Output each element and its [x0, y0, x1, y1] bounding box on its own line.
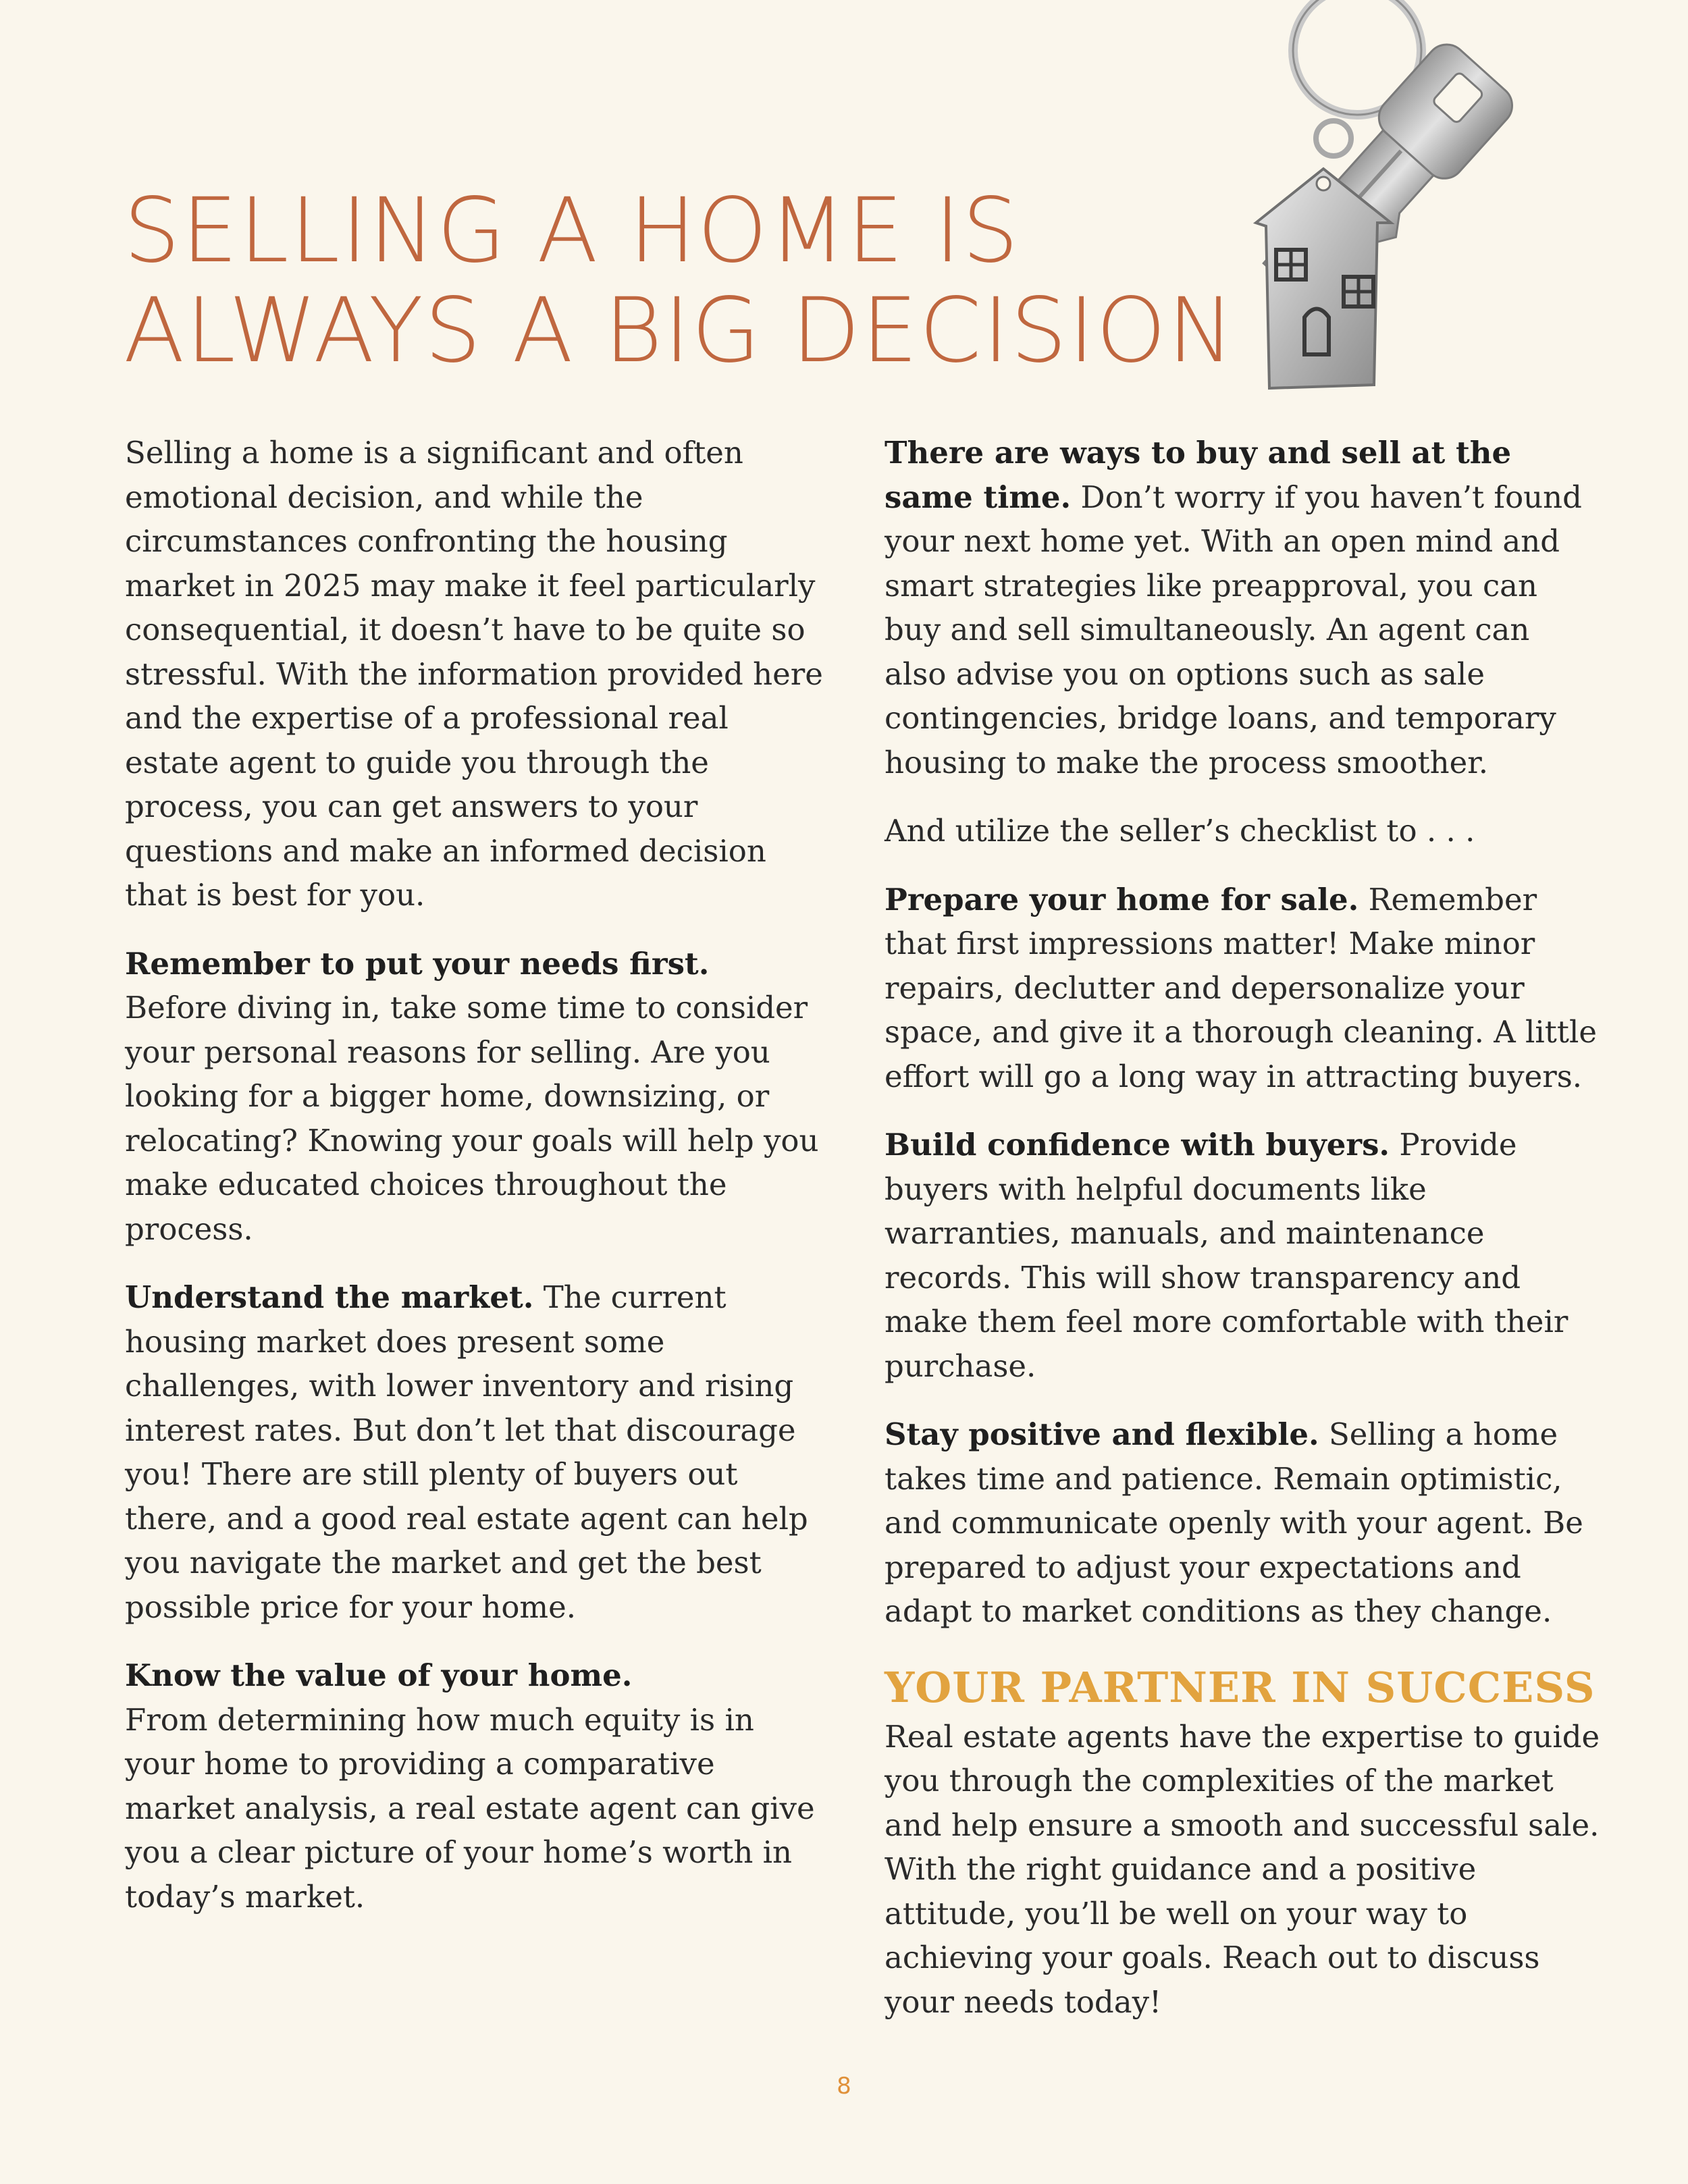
needs-text: Before diving in, take some time to consider your personal reasons for selling. Are you looking for a bigger home, downsizing, or relocating? Knowing your goals will help you make educated choices throughout the process.	[125, 990, 819, 1247]
partner-heading: YOUR PARTNER IN SUCCESS	[885, 1662, 1595, 1712]
needs-paragraph	[125, 942, 827, 1252]
value-heading: Know the value of your home.	[125, 1657, 633, 1693]
page-title	[124, 181, 1236, 381]
market-text: The current housing market does present some challenges, with lower inventory and rising interest rates. But don’t let that discourage you! There are still plenty of buyers out there, and a good real estate agent can help you navigate the market and get the best possible price for your home.	[125, 1279, 808, 1625]
positive-paragraph	[885, 1412, 1600, 1634]
needs-heading: Remember to put your needs first.	[125, 945, 710, 982]
prepare-text: Remember that first impressions matter! Make minor repairs, declutter and depersonalize your space, and give it a thorough cleaning. A little effort will go a long way in attracting buyers.	[885, 881, 1597, 1094]
value-paragraph	[125, 1653, 827, 1919]
title-line-2: ALWAYS A BIG DECISION	[124, 279, 1236, 383]
left-column	[125, 431, 827, 1943]
buysell-paragraph	[885, 431, 1600, 784]
value-text: From determining how much equity is in your home to providing a comparative market analysis, a real estate agent can give you a clear picture of your home’s worth in today’s market.	[125, 1701, 815, 1915]
confidence-heading: Build confidence with buyers.	[885, 1127, 1390, 1163]
intro-paragraph	[125, 431, 827, 917]
buysell-heading: There are ways to buy and sell at the same time.	[885, 435, 1512, 515]
checklist-intro: And utilize the seller’s checklist to . . .	[885, 813, 1475, 849]
intro-text: Selling a home is a significant and often emotional decision, and while the circumstances confronting the housing market in 2025 may make it feel particularly consequential, it doesn’t have to be quite so stressful. With the information provided here and the expertise of a professional real estate agent to guide you through the process, you can get answers to your questions and make an informed decision that is best for you.	[125, 435, 823, 913]
house-keychain-icon	[1209, 0, 1688, 398]
positive-text: Selling a home takes time and patience. Remain optimistic, and communicate openly with your agent. Be prepared to adjust your expectations and adapt to market conditions as they change.	[885, 1416, 1583, 1629]
prepare-paragraph	[885, 878, 1600, 1099]
confidence-paragraph	[885, 1123, 1600, 1388]
title-line-1: SELLING A HOME IS	[124, 179, 1020, 283]
right-column	[885, 431, 1600, 2048]
prepare-heading: Prepare your home for sale.	[885, 881, 1359, 917]
buysell-text: Don’t worry if you haven’t found your next home yet. With an open mind and smart strategies like preapproval, you can buy and sell simultaneously. An agent can also advise you on options such as sale contingencies, bridge loans, and temporary housing to make the process smoother.	[885, 479, 1582, 780]
confidence-text: Provide buyers with helpful documents like warranties, manuals, and maintenance records. This will show transparency and make them feel more comfortable with their purchase.	[885, 1127, 1568, 1384]
positive-heading: Stay positive and flexible.	[885, 1416, 1319, 1452]
page-number: 8	[837, 2073, 851, 2100]
market-paragraph	[125, 1275, 827, 1629]
partner-text: Real estate agents have the expertise to guide you through the complexities of the market and help ensure a smooth and successful sale. With the right guidance and a positive attitude, you’ll be well on your way to achieving your goals. Reach out to discuss your needs today!	[885, 1718, 1600, 2020]
market-heading: Understand the market.	[125, 1279, 534, 1315]
